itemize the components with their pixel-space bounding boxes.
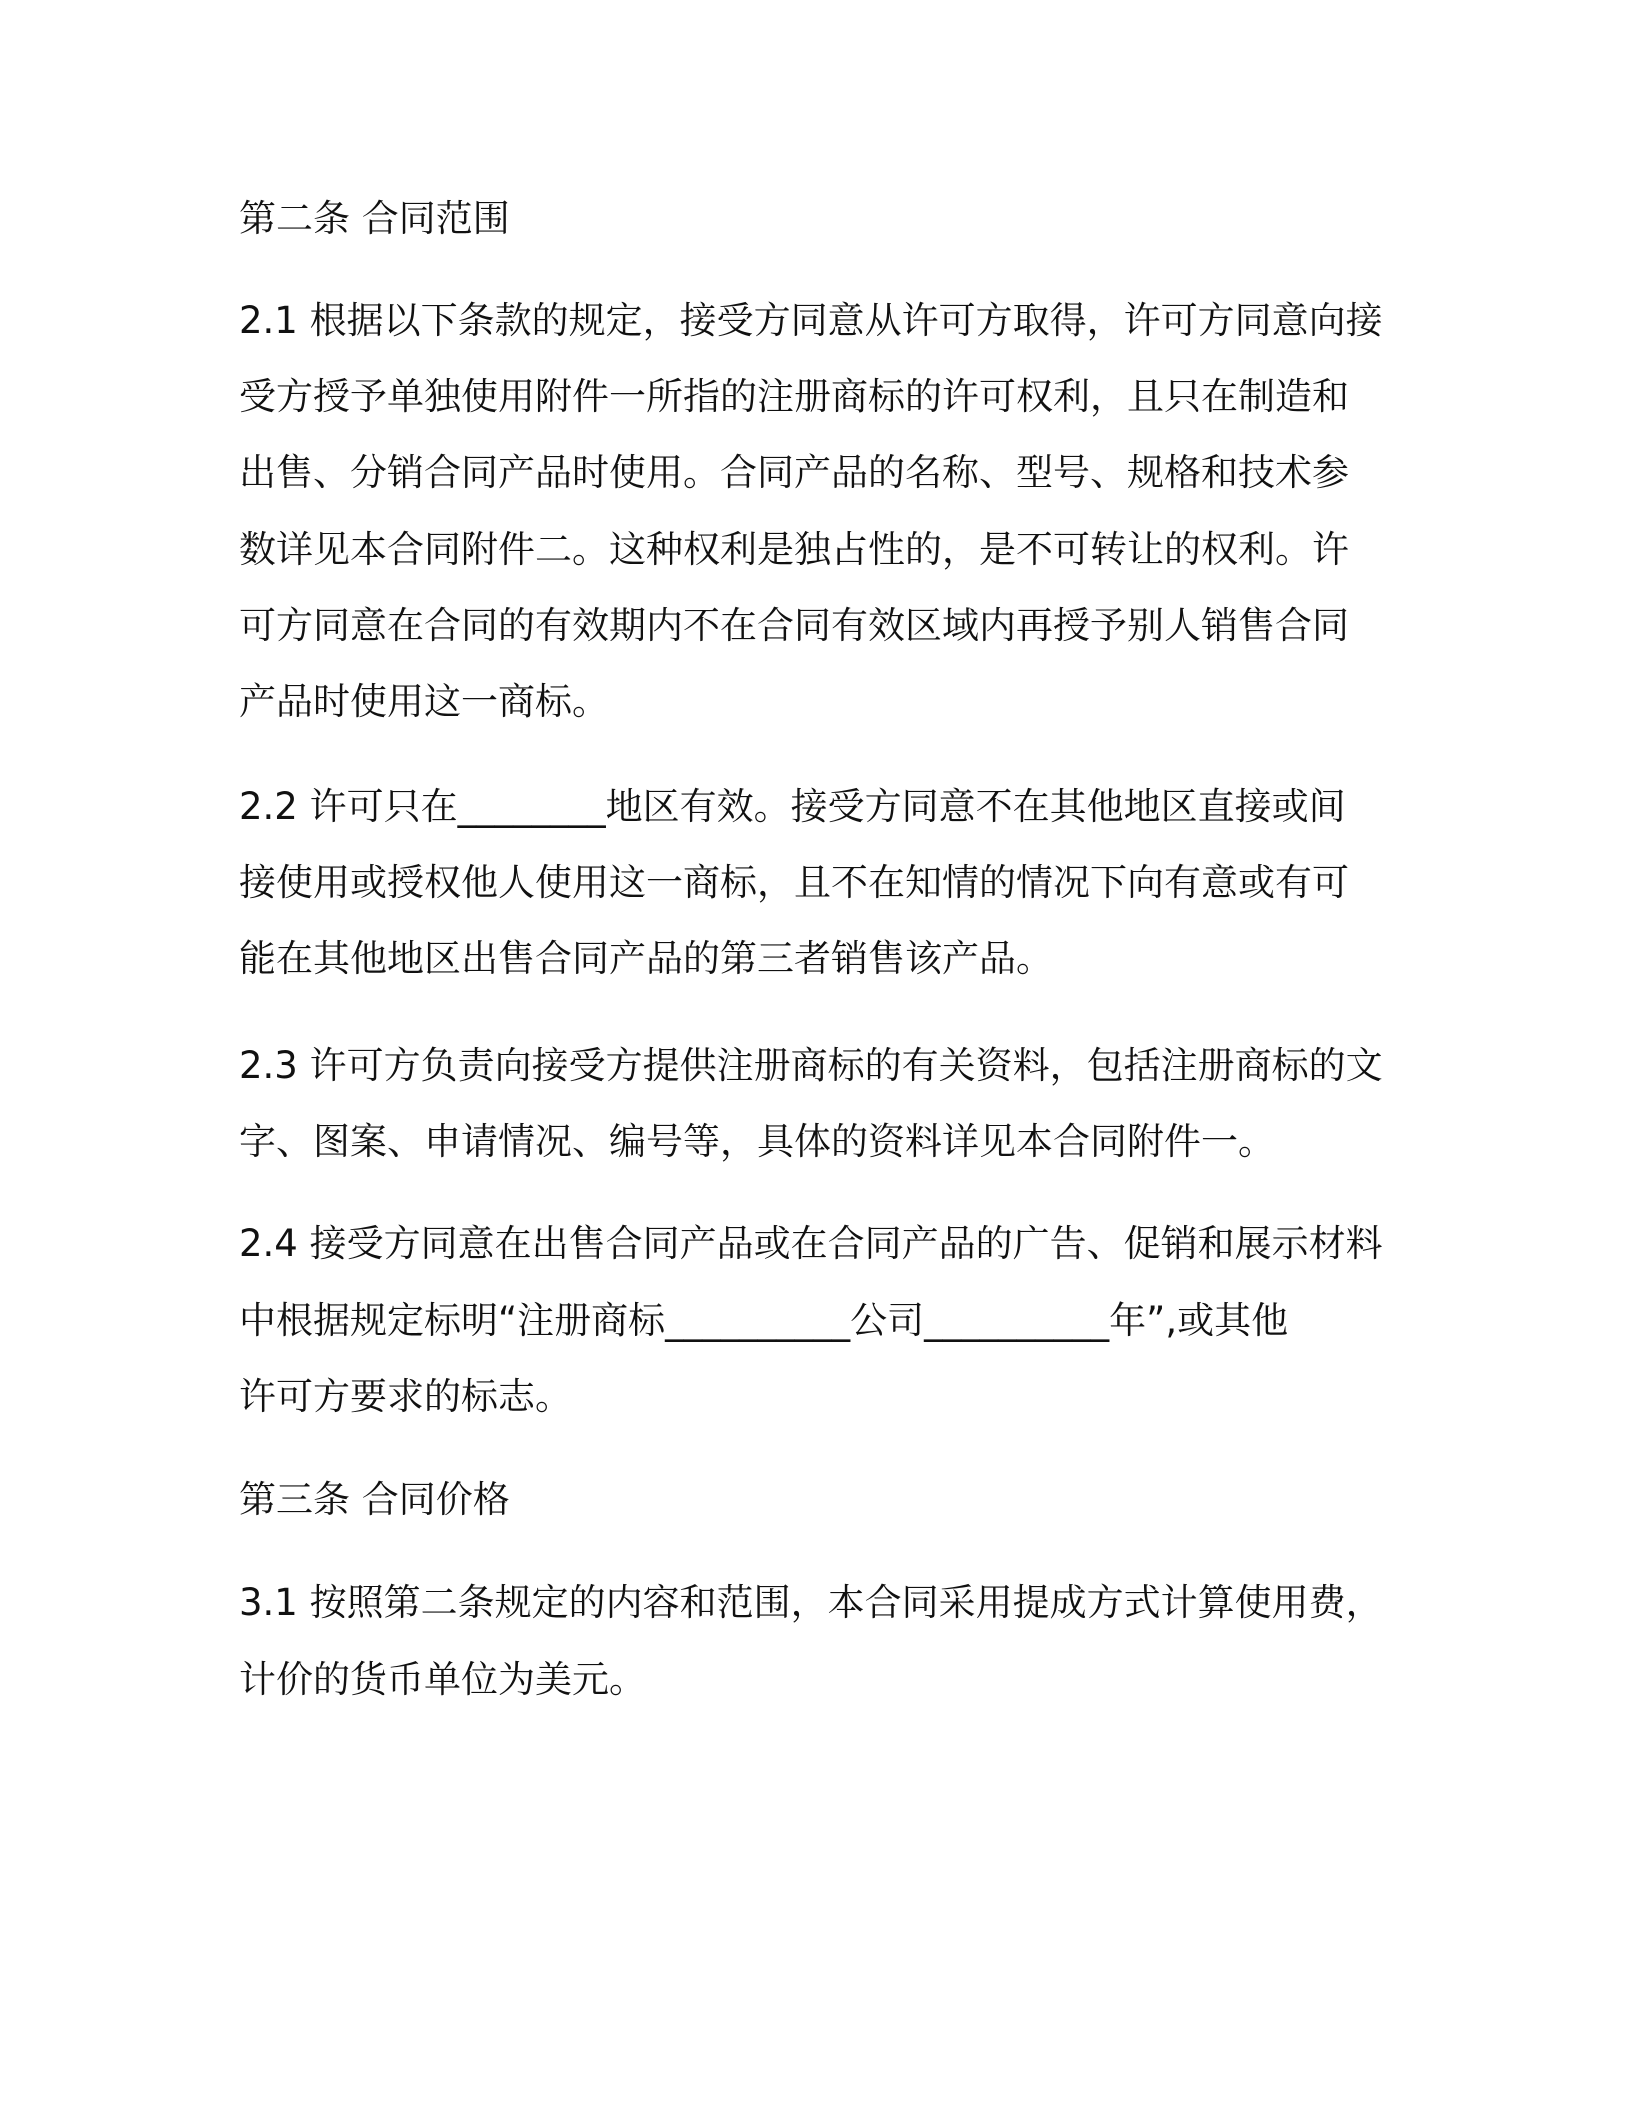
section-3-heading: 第三条 合同价格: [239, 1478, 510, 1521]
clause-3-1-line-1: 3.1 按照第二条规定的内容和范围，本合同采用提成方式计算使用费，: [239, 1581, 1383, 1624]
clause-2-3-line-1: 2.3 许可方负责向接受方提供注册商标的有关资料，包括注册商标的文: [239, 1044, 1383, 1087]
clause-2-3-line-2: 字、图案、申请情况、编号等，具体的资料详见本合同附件一。: [239, 1120, 1275, 1163]
clause-2-1-line-3: 出售、分销合同产品时使用。合同产品的名称、型号、规格和技术参: [239, 451, 1349, 494]
clause-2-1-line-2: 受方授予单独使用附件一所指的注册商标的许可权利，且只在制造和: [239, 375, 1349, 418]
clause-2-4-line-2: 中根据规定标明“注册商标__________公司__________年”,或其他: [239, 1299, 1289, 1342]
section-2-heading: 第二条 合同范围: [239, 197, 510, 240]
clause-2-1-line-4: 数详见本合同附件二。这种权利是独占性的，是不可转让的权利。许: [239, 528, 1349, 571]
clause-2-2-line-2: 接使用或授权他人使用这一商标，且不在知情的情况下向有意或有可: [239, 861, 1349, 904]
clause-2-1-line-6: 产品时使用这一商标。: [239, 680, 609, 723]
clause-2-1-line-1: 2.1 根据以下条款的规定，接受方同意从许可方取得，许可方同意向接: [239, 299, 1383, 342]
clause-2-4-line-1: 2.4 接受方同意在出售合同产品或在合同产品的广告、促销和展示材料: [239, 1222, 1383, 1265]
clause-3-1-line-2: 计价的货币单位为美元。: [239, 1658, 646, 1701]
clause-2-1-line-5: 可方同意在合同的有效期内不在合同有效区域内再授予别人销售合同: [239, 604, 1349, 647]
clause-2-2-line-1: 2.2 许可只在________地区有效。接受方同意不在其他地区直接或间: [239, 785, 1346, 828]
clause-2-2-line-3: 能在其他地区出售合同产品的第三者销售该产品。: [239, 937, 1053, 980]
clause-2-4-line-3: 许可方要求的标志。: [239, 1375, 572, 1418]
